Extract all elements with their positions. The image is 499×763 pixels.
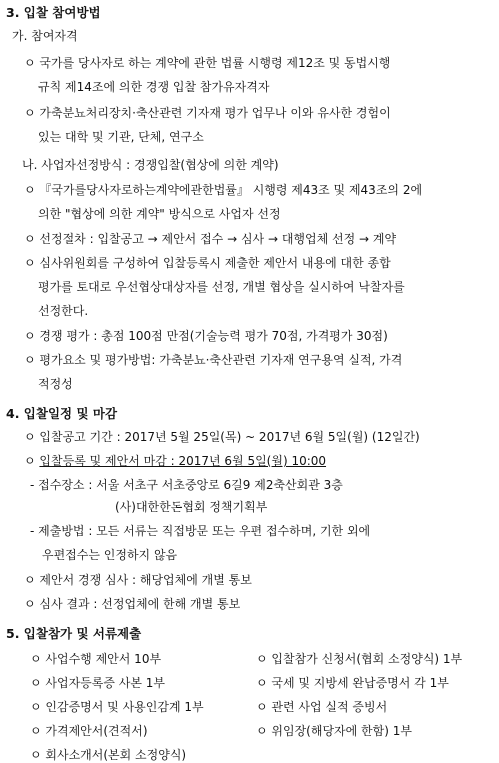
selection-item-1-line-1: ㅇ 『국가를당사자로하는계약에관한법률』 시행령 제43조 및 제43조의 2에: [24, 183, 423, 197]
qualification-item-1-line-2: 규칙 제14조에 의한 경쟁 입찰 참가유자격자: [38, 80, 270, 94]
submission-location-line-1: - 접수장소 : 서울 서초구 서초중앙로 6길9 제2축산회관 3층: [30, 478, 343, 492]
document-list-item: ㅇ 회사소개서(본회 소정양식): [30, 748, 187, 762]
qualification-item-1-line-1: ㅇ 국가를 당사자로 하는 계약에 관한 법률 시행령 제12조 및 동법시행: [24, 56, 391, 70]
document-list-item: ㅇ 위임장(해당자에 한함) 1부: [256, 724, 412, 738]
section-4-heading: 4. 입찰일정 및 마감: [6, 406, 118, 421]
qualification-item-2-line-1: ㅇ 가축분뇨처리장치·축산관련 기자재 평가 업무나 이와 유사한 경험이: [24, 106, 391, 120]
review-result: ㅇ 심사 결과 : 선정업체에 한해 개별 통보: [24, 597, 241, 611]
submission-location-line-2: (사)대한한돈협회 정책기획부: [115, 500, 268, 514]
registration-deadline-bullet: ㅇ: [24, 454, 40, 468]
document-list-item: ㅇ 관련 사업 실적 증빙서: [256, 700, 388, 714]
section-3-heading: 3. 입찰 참여방법: [6, 5, 101, 20]
evaluation-method-line-2: 적정성: [38, 377, 73, 391]
proposal-review: ㅇ 제안서 경쟁 심사 : 해당업체에 개별 통보: [24, 573, 252, 587]
qualification-item-2-line-2: 있는 대학 및 기관, 단체, 연구소: [38, 130, 204, 144]
selection-item-1-line-2: 의한 "협상에 의한 계약" 방식으로 사업자 선정: [38, 207, 281, 221]
document-list-item: ㅇ 사업자등록증 사본 1부: [30, 676, 165, 690]
submission-method-line-2: 우편접수는 인정하지 않음: [42, 548, 178, 562]
document-list-item: ㅇ 사업수행 제안서 10부: [30, 652, 162, 666]
participation-qualification-title: 가. 참여자격: [12, 29, 78, 43]
submission-method-line-1: - 제출방법 : 모든 서류는 직접방문 또는 우편 접수하며, 기한 외에: [30, 524, 371, 538]
document-list-item: ㅇ 입찰참가 신청서(협회 소정양식) 1부: [256, 652, 463, 666]
selection-item-3-line-1: ㅇ 심사위원회를 구성하여 입찰등록시 제출한 제안서 내용에 대한 종합: [24, 256, 391, 270]
document-list-item: ㅇ 인감증명서 및 사용인감계 1부: [30, 700, 204, 714]
evaluation-method-line-1: ㅇ 평가요소 및 평가방법: 가축분뇨·축산관련 기자재 연구용역 실적, 가격: [24, 353, 403, 367]
section-5-heading: 5. 입찰참가 및 서류제출: [6, 626, 142, 641]
selection-method-title: 나. 사업자선정방식 : 경쟁입찰(협상에 의한 계약): [22, 158, 279, 172]
evaluation-scoring: ㅇ 경쟁 평가 : 총점 100점 만점(기술능력 평가 70점, 가격평가 30점): [24, 329, 388, 343]
selection-item-3-line-3: 선정한다.: [38, 304, 89, 318]
bid-notice-period: ㅇ 입찰공고 기간 : 2017년 5월 25일(목) ~ 2017년 6월 5일(월) (12일간): [24, 430, 420, 444]
registration-deadline: [24, 454, 326, 469]
registration-deadline-text: 입찰등록 및 제안서 마감 : 2017년 6월 5일(월) 10:00: [39, 454, 327, 468]
document-list-item: ㅇ 국세 및 지방세 완납증명서 각 1부: [256, 676, 449, 690]
selection-item-3-line-2: 평가를 토대로 우선협상대상자를 선정, 개별 협상을 실시하여 낙찰자를: [38, 280, 405, 294]
document-list-item: ㅇ 가격제안서(견적서): [30, 724, 148, 738]
selection-procedure: ㅇ 선정절차 : 입찰공고 → 제안서 접수 → 심사 → 대행업체 선정 → 계약: [24, 232, 397, 246]
